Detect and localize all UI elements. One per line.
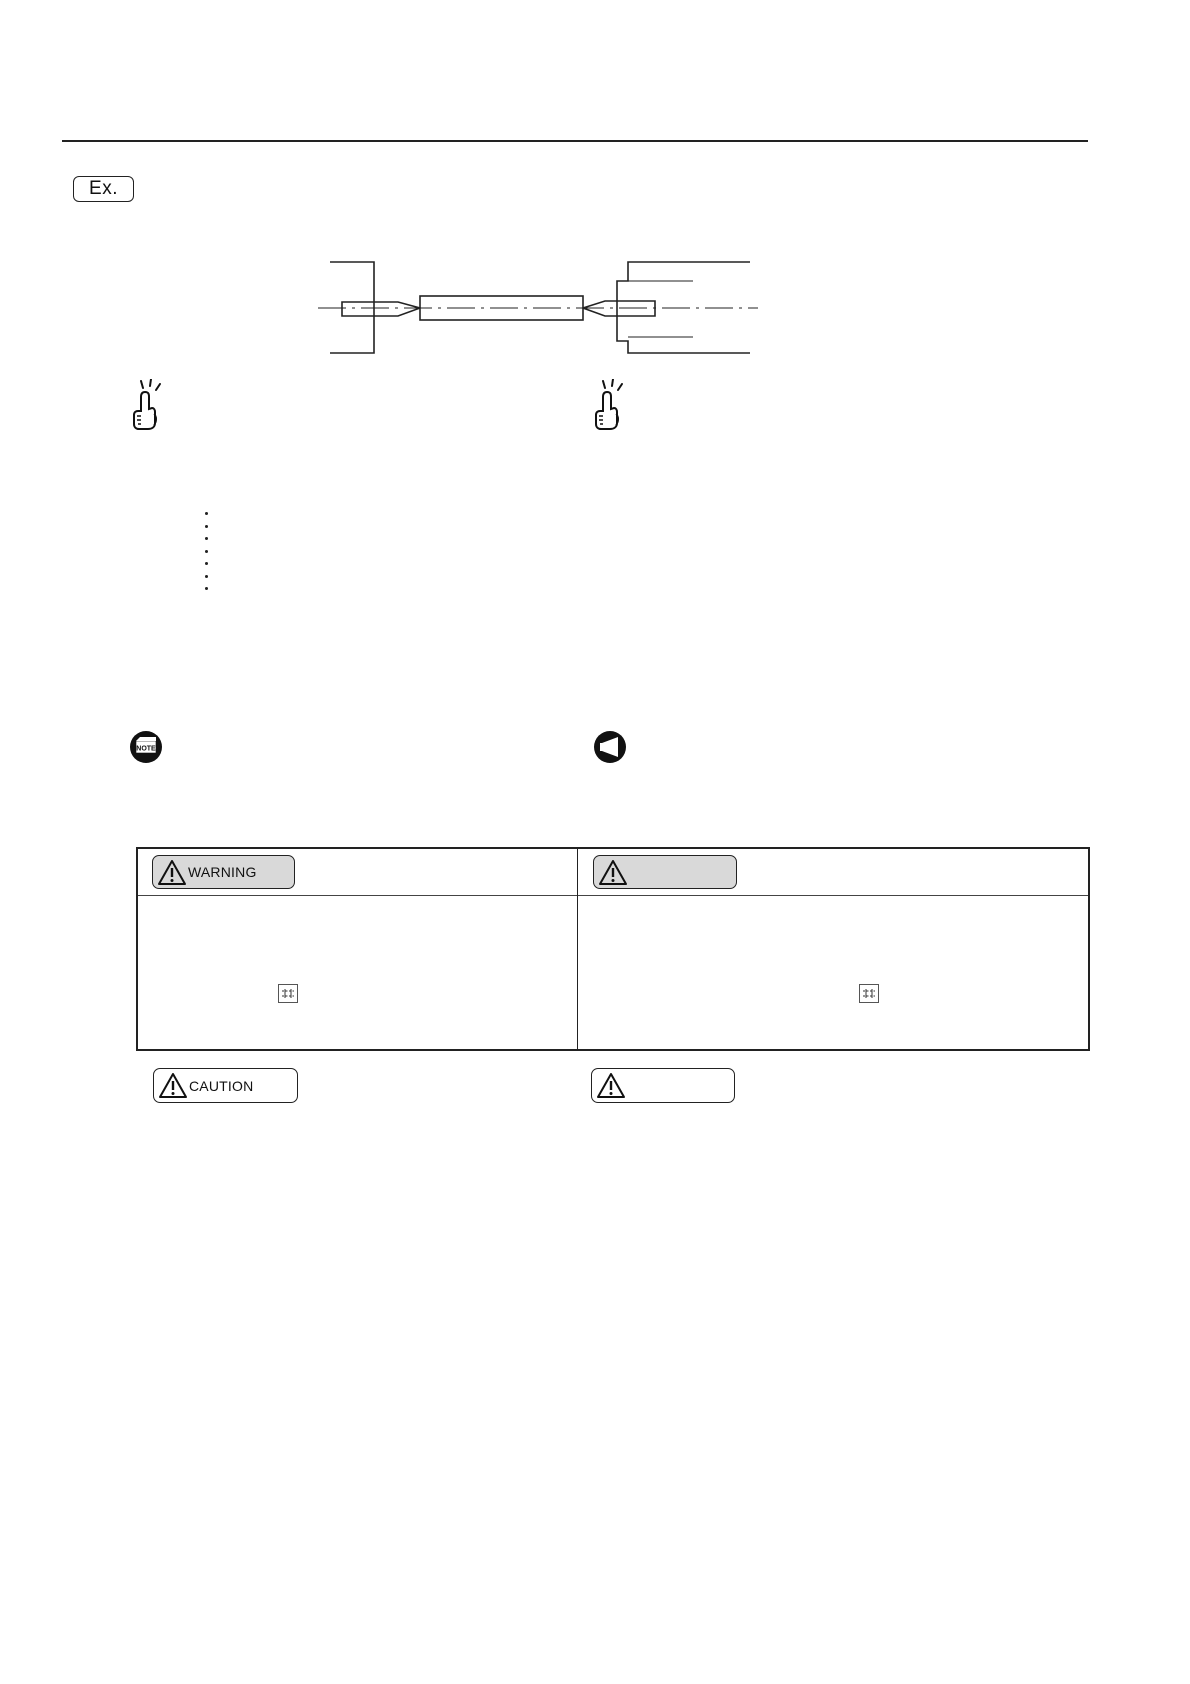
tool-holder-diagram <box>318 255 758 359</box>
warning-triangle-icon <box>598 859 628 886</box>
warning-triangle-icon <box>158 1072 188 1099</box>
svg-text:NOTE: NOTE <box>136 745 156 753</box>
warning-triangle-icon <box>596 1072 626 1099</box>
header-rule <box>62 140 1088 142</box>
megaphone-icon <box>593 730 627 769</box>
warning-triangle-icon <box>157 859 187 886</box>
caution-label: CAUTION <box>189 1077 254 1094</box>
dotted-leader <box>205 512 209 600</box>
warning-label: WARNING <box>188 864 257 880</box>
tool-symbol-icon <box>278 984 298 1003</box>
warning-table <box>136 847 1090 1051</box>
tool-symbol-icon <box>859 984 879 1003</box>
left-tool-taper <box>342 302 420 316</box>
warning-badge-alt <box>593 855 737 889</box>
caution-badge-alt <box>591 1068 735 1103</box>
note-icon <box>129 730 163 769</box>
example-badge: Ex. <box>73 176 134 202</box>
pointing-hand-icon <box>128 379 166 436</box>
pointing-hand-icon <box>590 379 628 436</box>
caution-badge <box>153 1068 298 1103</box>
warning-badge <box>152 855 295 889</box>
